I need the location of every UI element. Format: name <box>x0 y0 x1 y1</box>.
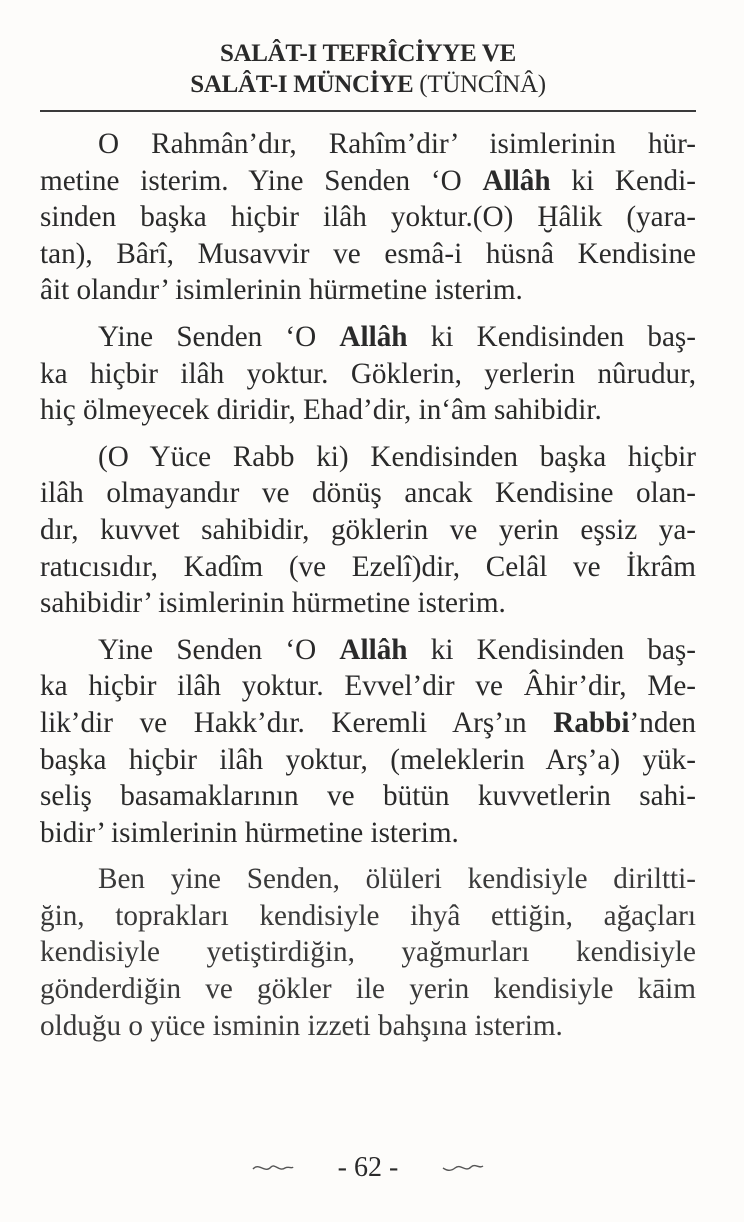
text-segment: Yine Senden ‘O <box>98 633 340 666</box>
text-line <box>40 668 696 705</box>
text-line <box>40 632 696 669</box>
text-segment: ki Kendisinden baş- <box>407 633 696 666</box>
text-line <box>40 319 696 356</box>
bold-term: Rabbi <box>553 706 630 739</box>
text-line <box>40 934 696 971</box>
text-segment: hiç ölmeyecek diridir, Ehad’dir, in‘âm sahibidir. <box>40 394 602 427</box>
paragraph <box>40 439 696 622</box>
ornament-left-icon <box>251 1160 295 1176</box>
bold-term: Allâh <box>482 164 551 197</box>
paragraph <box>40 861 696 1044</box>
running-head-line2 <box>40 69 696 100</box>
paragraph <box>40 319 696 429</box>
text-segment: başka hiçbir ilâh yoktur, (meleklerin Arş’a) yük- <box>40 743 696 776</box>
text-segment: Ben yine Senden, ölüleri kendisiyle diriltti- <box>98 863 696 896</box>
body-text <box>40 126 696 1044</box>
text-segment: seliş basamaklarının ve bütün kuvvetlerin sahi- <box>40 780 696 813</box>
text-segment: tan), Bârî, Musavvir ve esmâ-i hüsnâ Kendisine <box>40 237 696 270</box>
text-segment: Yine Senden ‘O <box>98 320 340 353</box>
text-line <box>40 549 696 586</box>
bold-term: Allâh <box>339 320 408 353</box>
text-line <box>40 705 696 742</box>
text-segment: O Rahmân’dır, Rahîm’dir’ isimlerinin hür- <box>98 128 696 160</box>
paragraph <box>40 632 696 852</box>
text-segment: bidir’ isimlerinin hürmetine isterim. <box>40 816 459 849</box>
text-line <box>40 126 696 163</box>
text-segment: kendisiyle yetiştirdiğin, yağmurları kendisiyle <box>40 936 696 969</box>
text-segment: ka hiçbir ilâh yoktur. Evvel’dir ve Âhir’dir, Me- <box>40 670 696 703</box>
bold-term: Allâh <box>339 633 408 666</box>
text-line <box>40 199 696 236</box>
text-line <box>40 971 696 1008</box>
text-line <box>40 585 696 622</box>
text-segment: dır, kuvvet sahibidir, göklerin ve yerin eşsiz ya- <box>40 513 696 546</box>
text-segment: ratıcısıdır, Kadîm (ve Ezelî)dir, Celâl ve İkrâm <box>40 550 696 583</box>
text-segment: ilâh olmayandır ve dönüş ancak Kendisine olan- <box>40 477 696 510</box>
text-line <box>40 439 696 476</box>
text-line <box>40 236 696 273</box>
text-segment: sahibidir’ isimlerinin hürmetine isterim. <box>40 587 506 620</box>
text-line <box>40 898 696 935</box>
text-segment: olduğu o yüce isminin izzeti bahşına isterim. <box>40 1009 563 1042</box>
header-rule <box>40 110 696 112</box>
running-head <box>40 38 696 100</box>
text-segment: ğin, toprakları kendisiyle ihyâ ettiğin, ağaçları <box>40 899 696 932</box>
text-segment: ka hiçbir ilâh yoktur. Göklerin, yerlerin nûrudur, <box>40 357 696 390</box>
text-segment: lik’dir ve Hakk’dır. Keremli Arş’ın <box>40 706 554 739</box>
book-page <box>40 0 696 1222</box>
text-line <box>40 475 696 512</box>
text-line <box>40 1008 696 1045</box>
text-segment: (O Yüce Rabb ki) Kendisinden başka hiçbir <box>98 440 696 473</box>
text-line <box>40 778 696 815</box>
text-line <box>40 512 696 549</box>
text-line <box>40 742 696 779</box>
text-segment: gönderdiğin ve gökler ile yerin kendisiyle kāim <box>40 973 696 1006</box>
text-segment: ki Kendisinden baş- <box>407 320 696 353</box>
ornament-right-icon <box>441 1160 485 1176</box>
paragraph <box>40 126 696 309</box>
page-number: - 62 - <box>337 1151 399 1183</box>
text-line <box>40 356 696 393</box>
text-segment: sinden başka hiçbir ilâh yoktur.(O) Ḫâlik (yara- <box>40 201 696 234</box>
text-segment: ’nden <box>629 706 696 739</box>
text-line <box>40 272 696 309</box>
text-line <box>40 163 696 200</box>
running-head-line2-rest: (TÜNCÎNÂ) <box>413 71 546 98</box>
text-segment: âit olandır’ isimlerinin hürmetine isterim. <box>40 274 523 307</box>
page-footer <box>40 1150 696 1184</box>
text-line <box>40 392 696 429</box>
text-segment: ki Kendi- <box>550 164 696 197</box>
text-segment: metine isterim. Yine Senden ‘O <box>40 164 483 197</box>
running-head-line1: SALÂT-I TEFRÎCİYYE VE <box>219 40 517 67</box>
text-line <box>40 815 696 852</box>
text-line <box>40 861 696 898</box>
running-head-line2-bold: SALÂT-I MÜNCİYE <box>190 71 414 98</box>
